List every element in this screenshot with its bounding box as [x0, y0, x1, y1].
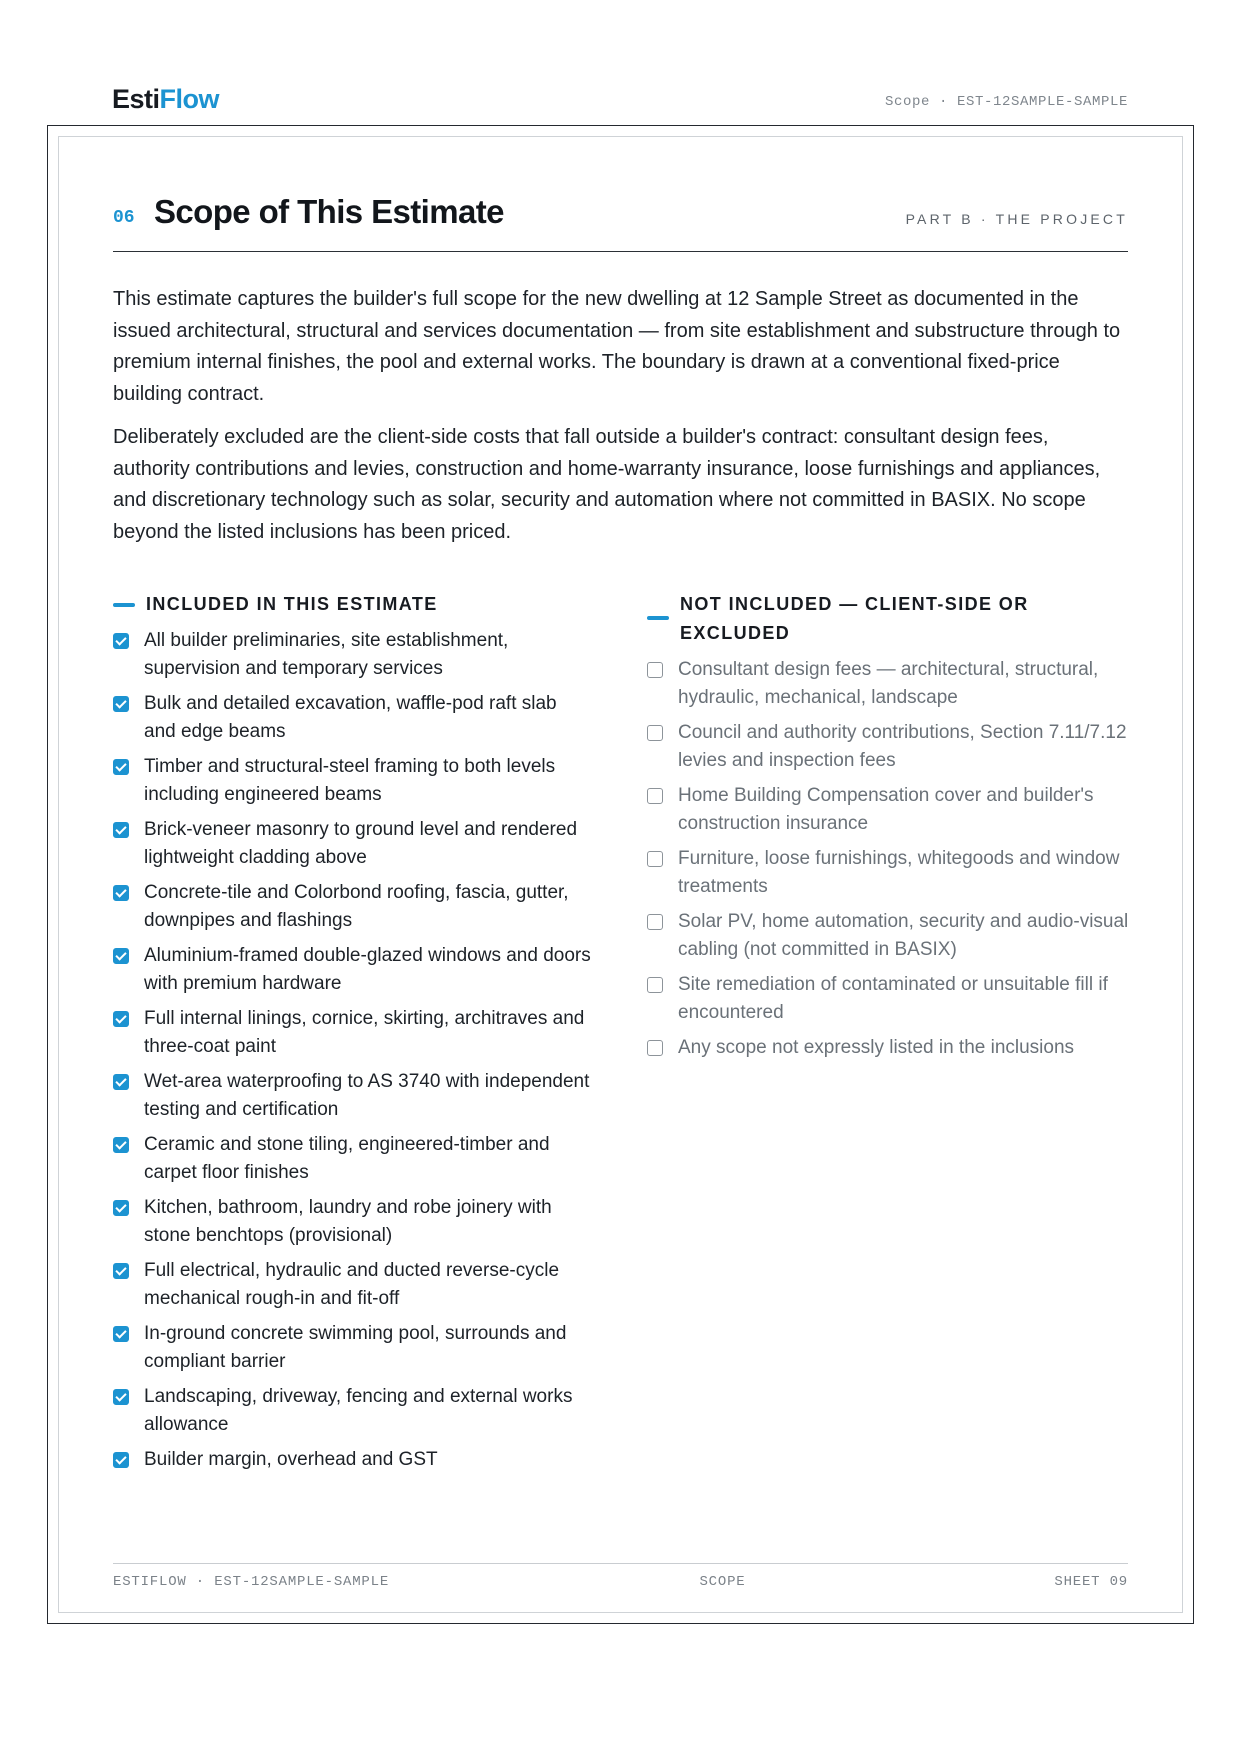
- list-item: [113, 879, 593, 935]
- list-item: [113, 1446, 593, 1474]
- excluded-heading: [647, 590, 1129, 648]
- list-item: [113, 942, 593, 998]
- empty-checkbox-icon: [647, 851, 663, 867]
- checked-checkbox-icon: [113, 948, 129, 964]
- footer-divider: [113, 1563, 1128, 1564]
- included-list: [113, 627, 593, 1474]
- list-item: [647, 908, 1129, 964]
- document-reference: Scope · EST-12SAMPLE-SAMPLE: [884, 94, 1128, 110]
- list-item-label: Site remediation of contaminated or unsuitable fill if encountered: [678, 974, 1108, 1023]
- list-item: [647, 845, 1129, 901]
- list-item: [647, 719, 1129, 775]
- included-heading: [113, 590, 593, 619]
- excluded-heading-label: NOT INCLUDED — CLIENT-SIDE OR EXCLUDED: [680, 594, 1029, 643]
- checked-checkbox-icon: [113, 1452, 129, 1468]
- list-item: [113, 753, 593, 809]
- checked-checkbox-icon: [113, 1011, 129, 1027]
- list-item-label: Consultant design fees — architectural, structural, hydraulic, mechanical, landscape: [678, 659, 1099, 708]
- brand-name-accent: Flow: [159, 84, 220, 114]
- footer-sheet-number: SHEET 09: [1054, 1574, 1128, 1590]
- list-item-label: Full electrical, hydraulic and ducted reverse-cycle mechanical rough-in and fit-off: [144, 1260, 560, 1309]
- included-heading-label: INCLUDED IN THIS ESTIMATE: [146, 594, 438, 614]
- dash-marker-icon: [647, 616, 669, 620]
- list-item: [113, 1068, 593, 1124]
- list-item-label: Brick-veneer masonry to ground level and rendered lightweight cladding above: [144, 819, 578, 868]
- checked-checkbox-icon: [113, 1200, 129, 1216]
- list-item: [113, 1383, 593, 1439]
- checked-checkbox-icon: [113, 633, 129, 649]
- checked-checkbox-icon: [113, 759, 129, 775]
- intro-text: [113, 284, 1128, 548]
- excluded-column: [647, 590, 1129, 1069]
- list-item-label: Kitchen, bathroom, laundry and robe joinery with stone benchtops (provisional): [144, 1197, 552, 1246]
- section-number: 06: [113, 208, 135, 228]
- included-column: [113, 590, 593, 1481]
- dash-marker-icon: [113, 603, 135, 607]
- list-item: [113, 1131, 593, 1187]
- list-item-label: Solar PV, home automation, security and audio-visual cabling (not committed in BASIX): [678, 911, 1129, 960]
- checked-checkbox-icon: [113, 1263, 129, 1279]
- checked-checkbox-icon: [113, 822, 129, 838]
- list-item-label: Builder margin, overhead and GST: [144, 1449, 438, 1470]
- checked-checkbox-icon: [113, 1074, 129, 1090]
- list-item: [647, 656, 1129, 712]
- empty-checkbox-icon: [647, 662, 663, 678]
- list-item: [113, 816, 593, 872]
- empty-checkbox-icon: [647, 788, 663, 804]
- list-item: [647, 1034, 1129, 1062]
- list-item-label: Any scope not expressly listed in the inclusions: [678, 1037, 1075, 1058]
- list-item-label: Ceramic and stone tiling, engineered-timber and carpet floor finishes: [144, 1134, 550, 1183]
- brand-name-primary: Esti: [112, 84, 160, 114]
- empty-checkbox-icon: [647, 1040, 663, 1056]
- checked-checkbox-icon: [113, 885, 129, 901]
- title-divider: [113, 251, 1128, 252]
- list-item-label: Wet-area waterproofing to AS 3740 with independent testing and certification: [144, 1071, 590, 1120]
- excluded-list: [647, 656, 1129, 1062]
- list-item: [647, 782, 1129, 838]
- checked-checkbox-icon: [113, 1389, 129, 1405]
- page-title: Scope of This Estimate: [154, 193, 504, 230]
- list-item-label: Landscaping, driveway, fencing and external works allowance: [144, 1386, 573, 1435]
- list-item-label: Timber and structural-steel framing to both levels including engineered beams: [144, 756, 556, 805]
- list-item-label: Home Building Compensation cover and builder's construction insurance: [678, 785, 1094, 834]
- list-item-label: Bulk and detailed excavation, waffle-pod raft slab and edge beams: [144, 693, 557, 742]
- list-item: [113, 627, 593, 683]
- list-item: [113, 690, 593, 746]
- list-item-label: Concrete-tile and Colorbond roofing, fascia, gutter, downpipes and flashings: [144, 882, 569, 931]
- list-item-label: Aluminium-framed double-glazed windows and doors with premium hardware: [144, 945, 591, 994]
- list-item: [113, 1194, 593, 1250]
- list-item-label: Furniture, loose furnishings, whitegoods and window treatments: [678, 848, 1120, 897]
- intro-paragraph: Deliberately excluded are the client-side costs that fall outside a builder's contract: consultant design fees, authority contributions and levies, construction and home-warranty insurance, loose furnishings and appliances, and discretionary technology such as solar, security and automation where not committed in BASIX. No scope beyond the listed inclusions has been priced.: [113, 426, 1101, 543]
- checked-checkbox-icon: [113, 696, 129, 712]
- list-item-label: All builder preliminaries, site establishment, supervision and temporary services: [144, 630, 509, 679]
- list-item-label: Full internal linings, cornice, skirting, architraves and three-coat paint: [144, 1008, 585, 1057]
- footer-reference: ESTIFLOW · EST-12SAMPLE-SAMPLE: [113, 1574, 390, 1590]
- empty-checkbox-icon: [647, 725, 663, 741]
- list-item-label: Council and authority contributions, Section 7.11/7.12 levies and inspection fees: [678, 722, 1127, 771]
- empty-checkbox-icon: [647, 977, 663, 993]
- list-item-label: In-ground concrete swimming pool, surrounds and compliant barrier: [144, 1323, 567, 1372]
- intro-paragraph: This estimate captures the builder's full scope for the new dwelling at 12 Sample Street as documented in the issued architectural, structural and services documentation — from site establishment and substructure through to premium internal finishes, the pool and external works. The boundary is drawn at a conventional fixed-price building contract.: [113, 288, 1121, 405]
- footer-section: SCOPE: [699, 1574, 746, 1590]
- brand-logo: [112, 84, 219, 115]
- part-label: PART B · THE PROJECT: [905, 211, 1128, 227]
- list-item: [113, 1320, 593, 1376]
- list-item: [113, 1005, 593, 1061]
- list-item: [647, 971, 1129, 1027]
- checked-checkbox-icon: [113, 1137, 129, 1153]
- list-item: [113, 1257, 593, 1313]
- empty-checkbox-icon: [647, 914, 663, 930]
- checked-checkbox-icon: [113, 1326, 129, 1342]
